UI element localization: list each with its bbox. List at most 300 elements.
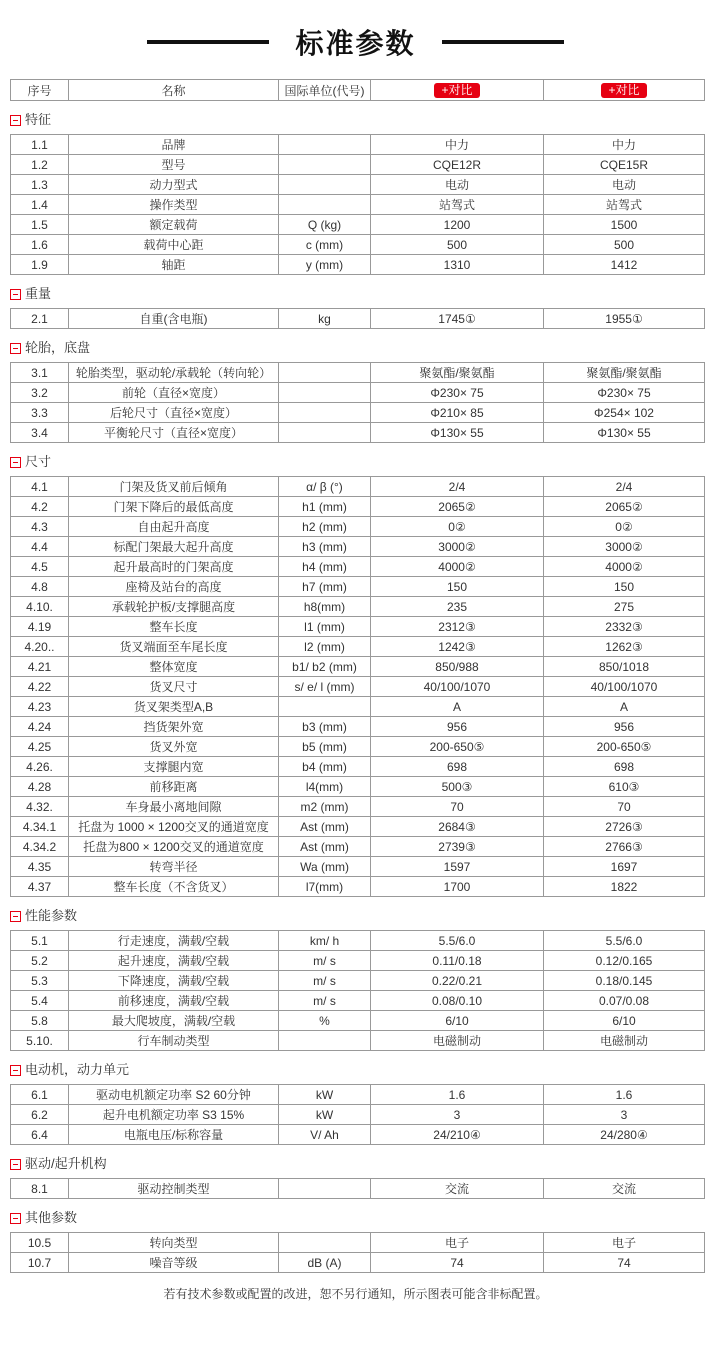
cell-unit: b4 (mm) [279, 757, 371, 777]
cell-value-2: 40/100/1070 [544, 677, 705, 697]
table-row [11, 817, 705, 837]
cell-value-2: CQE15R [544, 155, 705, 175]
section-title: 尺寸 [25, 454, 52, 469]
cell-unit: Ast (mm) [279, 817, 371, 837]
table-row [11, 1011, 705, 1031]
footer-note: 若有技术参数或配置的改进，恕不另行通知，所示图表可能含非标配置。 [163, 1287, 548, 1301]
cell-index: 4.34.1 [11, 817, 69, 837]
section-header [10, 1062, 703, 1078]
cell-unit: km/ h [279, 931, 371, 951]
cell-unit: kg [279, 309, 371, 329]
cell-value-1: 2312③ [371, 617, 544, 637]
cell-unit [279, 195, 371, 215]
cell-value-2: 3 [544, 1105, 705, 1125]
spec-section [8, 454, 703, 897]
table-row [11, 135, 705, 155]
cell-value-2: Φ130× 55 [544, 423, 705, 443]
table-row [11, 677, 705, 697]
cell-name: 电瓶电压/标称容量 [69, 1125, 279, 1145]
table-row [11, 737, 705, 757]
cell-value-1: 1700 [371, 877, 544, 897]
cell-name: 行车制动类型 [69, 1031, 279, 1051]
cell-value-2: 0.12/0.165 [544, 951, 705, 971]
cell-unit: m2 (mm) [279, 797, 371, 817]
table-row [11, 363, 705, 383]
cell-index: 4.2 [11, 497, 69, 517]
table-row [11, 1125, 705, 1145]
section-header [10, 112, 703, 128]
cell-value-1: Φ210× 85 [371, 403, 544, 423]
cell-unit [279, 423, 371, 443]
cell-unit: m/ s [279, 971, 371, 991]
table-row [11, 1031, 705, 1051]
section-header [10, 454, 703, 470]
spec-page [0, 26, 711, 1332]
cell-unit [279, 403, 371, 423]
section-table [10, 362, 705, 443]
title-dash-left [147, 40, 269, 44]
spec-section [8, 286, 703, 329]
cell-name: 轴距 [69, 255, 279, 275]
cell-value-1: 电磁制动 [371, 1031, 544, 1051]
cell-name: 整车长度 [69, 617, 279, 637]
section-table [10, 476, 705, 897]
cell-unit: m/ s [279, 991, 371, 1011]
cell-value-2: 2332③ [544, 617, 705, 637]
header-table [10, 79, 705, 101]
cell-value-2: 610③ [544, 777, 705, 797]
cell-name: 操作类型 [69, 195, 279, 215]
spec-section [8, 908, 703, 1051]
cell-value-2: 1822 [544, 877, 705, 897]
cell-index: 1.3 [11, 175, 69, 195]
cell-unit: l1 (mm) [279, 617, 371, 637]
cell-index: 6.4 [11, 1125, 69, 1145]
cell-name: 货叉端面至车尾长度 [69, 637, 279, 657]
cell-name: 前移距离 [69, 777, 279, 797]
cell-name: 轮胎类型，驱动轮/承载轮（转向轮） [69, 363, 279, 383]
cell-value-1: 3 [371, 1105, 544, 1125]
cell-value-2: 275 [544, 597, 705, 617]
cell-value-2: 1.6 [544, 1085, 705, 1105]
cell-index: 5.4 [11, 991, 69, 1011]
cell-value-2: 电动 [544, 175, 705, 195]
section-header [10, 1156, 703, 1172]
section-header [10, 340, 703, 356]
cell-value-1: 956 [371, 717, 544, 737]
table-row [11, 757, 705, 777]
section-title: 驱动/起升机构 [25, 1156, 107, 1171]
table-row [11, 597, 705, 617]
cell-value-2: 交流 [544, 1179, 705, 1199]
cell-unit: % [279, 1011, 371, 1031]
cell-value-2: 150 [544, 577, 705, 597]
cell-index: 10.7 [11, 1253, 69, 1273]
cell-index: 3.3 [11, 403, 69, 423]
cell-value-1: 2/4 [371, 477, 544, 497]
cell-unit [279, 1179, 371, 1199]
cell-value-1: 2065② [371, 497, 544, 517]
spec-section [8, 1210, 703, 1273]
cell-value-1: 3000② [371, 537, 544, 557]
cell-value-2: 电磁制动 [544, 1031, 705, 1051]
cell-value-1: 1310 [371, 255, 544, 275]
cell-value-2: A [544, 697, 705, 717]
cell-unit [279, 697, 371, 717]
cell-name: 行走速度，满载/空载 [69, 931, 279, 951]
cell-name: 整体宽度 [69, 657, 279, 677]
header-cell-unit: 国际单位(代号) [279, 80, 371, 101]
cell-unit: Q (kg) [279, 215, 371, 235]
spec-section [8, 340, 703, 443]
spec-section [8, 1062, 703, 1145]
table-row [11, 797, 705, 817]
cell-unit: α/ β (°) [279, 477, 371, 497]
cell-index: 4.19 [11, 617, 69, 637]
section-table [10, 930, 705, 1051]
cell-unit: kW [279, 1105, 371, 1125]
cell-unit: m/ s [279, 951, 371, 971]
cell-value-1: 74 [371, 1253, 544, 1273]
cell-value-2: 2/4 [544, 477, 705, 497]
table-row [11, 557, 705, 577]
cell-name: 座椅及站台的高度 [69, 577, 279, 597]
cell-index: 4.28 [11, 777, 69, 797]
header-cell-model-2 [544, 80, 705, 101]
table-row [11, 617, 705, 637]
cell-value-1: 中力 [371, 135, 544, 155]
cell-value-1: 2739③ [371, 837, 544, 857]
section-title: 其他参数 [25, 1210, 78, 1225]
cell-name: 货叉尺寸 [69, 677, 279, 697]
cell-name: 动力型式 [69, 175, 279, 195]
collapse-minus-icon[interactable] [10, 289, 21, 300]
cell-name: 起升电机额定功率 S3 15% [69, 1105, 279, 1125]
table-row [11, 383, 705, 403]
cell-index: 6.1 [11, 1085, 69, 1105]
cell-value-2: 6/10 [544, 1011, 705, 1031]
title-dash-right [442, 40, 564, 44]
cell-unit [279, 1233, 371, 1253]
cell-name: 货叉外宽 [69, 737, 279, 757]
cell-value-2: 956 [544, 717, 705, 737]
cell-name: 货叉架类型A,B [69, 697, 279, 717]
cell-index: 1.6 [11, 235, 69, 255]
cell-index: 6.2 [11, 1105, 69, 1125]
cell-unit: y (mm) [279, 255, 371, 275]
cell-value-1: 0.22/0.21 [371, 971, 544, 991]
cell-value-1: 24/210④ [371, 1125, 544, 1145]
cell-value-1: 1200 [371, 215, 544, 235]
cell-value-2: 1697 [544, 857, 705, 877]
spec-section [8, 1156, 703, 1199]
cell-index: 4.26. [11, 757, 69, 777]
cell-index: 5.3 [11, 971, 69, 991]
header-cell-name: 名称 [69, 80, 279, 101]
cell-index: 4.10. [11, 597, 69, 617]
cell-value-2: 0② [544, 517, 705, 537]
cell-value-1: 150 [371, 577, 544, 597]
table-row [11, 971, 705, 991]
compare-button[interactable]: +对比 [434, 83, 479, 98]
cell-unit: b5 (mm) [279, 737, 371, 757]
section-title: 轮胎，底盘 [25, 340, 91, 355]
cell-unit: Ast (mm) [279, 837, 371, 857]
cell-value-1: 500 [371, 235, 544, 255]
collapse-minus-icon[interactable] [10, 343, 21, 354]
table-row [11, 175, 705, 195]
cell-unit [279, 363, 371, 383]
cell-unit: h4 (mm) [279, 557, 371, 577]
cell-name: 转弯半径 [69, 857, 279, 877]
cell-name: 自重(含电瓶) [69, 309, 279, 329]
compare-button[interactable]: +对比 [601, 83, 646, 98]
cell-value-1: 1242③ [371, 637, 544, 657]
cell-value-1: 0.11/0.18 [371, 951, 544, 971]
cell-value-2: 850/1018 [544, 657, 705, 677]
sections-container [8, 112, 703, 1273]
cell-name: 额定载荷 [69, 215, 279, 235]
table-row [11, 1233, 705, 1253]
collapse-minus-icon[interactable] [10, 911, 21, 922]
cell-value-1: 1.6 [371, 1085, 544, 1105]
section-title: 特征 [25, 112, 52, 127]
collapse-minus-icon[interactable] [10, 457, 21, 468]
cell-value-2: 500 [544, 235, 705, 255]
cell-unit [279, 1031, 371, 1051]
cell-value-1: 0② [371, 517, 544, 537]
cell-name: 转向类型 [69, 1233, 279, 1253]
cell-name: 平衡轮尺寸（直径×宽度） [69, 423, 279, 443]
cell-value-1: 聚氨酯/聚氨酯 [371, 363, 544, 383]
cell-index: 2.1 [11, 309, 69, 329]
table-row [11, 991, 705, 1011]
cell-unit: h7 (mm) [279, 577, 371, 597]
cell-value-1: A [371, 697, 544, 717]
collapse-minus-icon[interactable] [10, 1159, 21, 1170]
cell-value-2: 2726③ [544, 817, 705, 837]
cell-value-1: 500③ [371, 777, 544, 797]
cell-index: 10.5 [11, 1233, 69, 1253]
spec-section [8, 112, 703, 275]
cell-value-2: 70 [544, 797, 705, 817]
cell-index: 5.10. [11, 1031, 69, 1051]
table-row [11, 423, 705, 443]
table-row [11, 255, 705, 275]
cell-index: 4.35 [11, 857, 69, 877]
cell-index: 4.25 [11, 737, 69, 757]
table-row [11, 517, 705, 537]
section-header [10, 286, 703, 302]
header-row [11, 80, 705, 101]
table-row [11, 195, 705, 215]
cell-value-2: 0.18/0.145 [544, 971, 705, 991]
cell-value-2: 站驾式 [544, 195, 705, 215]
table-row [11, 309, 705, 329]
cell-value-1: 4000② [371, 557, 544, 577]
cell-unit: V/ Ah [279, 1125, 371, 1145]
cell-index: 4.8 [11, 577, 69, 597]
cell-value-2: Φ230× 75 [544, 383, 705, 403]
cell-index: 4.32. [11, 797, 69, 817]
cell-unit: h2 (mm) [279, 517, 371, 537]
cell-value-2: 24/280④ [544, 1125, 705, 1145]
table-row [11, 1105, 705, 1125]
cell-name: 噪音等级 [69, 1253, 279, 1273]
cell-name: 车身最小离地间隙 [69, 797, 279, 817]
table-row [11, 857, 705, 877]
cell-index: 4.21 [11, 657, 69, 677]
page-title-row [8, 26, 703, 58]
cell-index: 4.1 [11, 477, 69, 497]
cell-value-2: 0.07/0.08 [544, 991, 705, 1011]
cell-index: 4.3 [11, 517, 69, 537]
cell-index: 5.2 [11, 951, 69, 971]
cell-index: 3.1 [11, 363, 69, 383]
cell-unit [279, 135, 371, 155]
cell-unit: dB (A) [279, 1253, 371, 1273]
cell-index: 1.5 [11, 215, 69, 235]
cell-index: 4.34.2 [11, 837, 69, 857]
cell-name: 品牌 [69, 135, 279, 155]
cell-value-1: 235 [371, 597, 544, 617]
cell-value-1: Φ230× 75 [371, 383, 544, 403]
cell-name: 托盘为800 × 1200交叉的通道宽度 [69, 837, 279, 857]
cell-name: 驱动控制类型 [69, 1179, 279, 1199]
cell-index: 4.4 [11, 537, 69, 557]
collapse-minus-icon[interactable] [10, 1213, 21, 1224]
cell-index: 3.4 [11, 423, 69, 443]
table-row [11, 777, 705, 797]
cell-value-2: 电子 [544, 1233, 705, 1253]
cell-index: 4.22 [11, 677, 69, 697]
cell-value-1: 5.5/6.0 [371, 931, 544, 951]
cell-unit: l2 (mm) [279, 637, 371, 657]
cell-unit [279, 155, 371, 175]
cell-unit: b3 (mm) [279, 717, 371, 737]
cell-value-2: 200-650⑤ [544, 737, 705, 757]
cell-index: 4.24 [11, 717, 69, 737]
table-row [11, 537, 705, 557]
collapse-minus-icon[interactable] [10, 115, 21, 126]
cell-name: 前轮（直径×宽度） [69, 383, 279, 403]
cell-name: 前移速度，满载/空载 [69, 991, 279, 1011]
cell-value-2: 3000② [544, 537, 705, 557]
cell-value-2: 1955① [544, 309, 705, 329]
table-row [11, 877, 705, 897]
table-row [11, 837, 705, 857]
cell-value-1: 交流 [371, 1179, 544, 1199]
cell-index: 4.20.. [11, 637, 69, 657]
table-row [11, 155, 705, 175]
cell-name: 承载轮护板/支撑腿高度 [69, 597, 279, 617]
cell-value-1: 70 [371, 797, 544, 817]
cell-unit: h3 (mm) [279, 537, 371, 557]
table-row [11, 1085, 705, 1105]
cell-value-1: 1745① [371, 309, 544, 329]
cell-unit: h8(mm) [279, 597, 371, 617]
cell-index: 8.1 [11, 1179, 69, 1199]
cell-unit: h1 (mm) [279, 497, 371, 517]
cell-index: 4.37 [11, 877, 69, 897]
cell-index: 5.1 [11, 931, 69, 951]
cell-value-1: 850/988 [371, 657, 544, 677]
cell-value-2: 1262③ [544, 637, 705, 657]
cell-value-1: 1597 [371, 857, 544, 877]
cell-unit: l4(mm) [279, 777, 371, 797]
cell-index: 4.23 [11, 697, 69, 717]
cell-unit: b1/ b2 (mm) [279, 657, 371, 677]
cell-value-2: 74 [544, 1253, 705, 1273]
cell-name: 托盘为 1000 × 1200交叉的通道宽度 [69, 817, 279, 837]
cell-name: 标配门架最大起升高度 [69, 537, 279, 557]
section-title: 性能参数 [25, 908, 78, 923]
cell-name: 型号 [69, 155, 279, 175]
section-table [10, 1178, 705, 1199]
section-header [10, 908, 703, 924]
page-title: 标准参数 [295, 28, 416, 59]
cell-unit: s/ e/ l (mm) [279, 677, 371, 697]
cell-value-2: 1500 [544, 215, 705, 235]
cell-value-1: 2684③ [371, 817, 544, 837]
cell-value-1: 站驾式 [371, 195, 544, 215]
cell-value-2: Φ254× 102 [544, 403, 705, 423]
cell-name: 支撑腿内宽 [69, 757, 279, 777]
cell-name: 驱动电机额定功率 S2 60分钟 [69, 1085, 279, 1105]
header-cell-model-1 [371, 80, 544, 101]
cell-value-2: 2065② [544, 497, 705, 517]
table-row [11, 477, 705, 497]
cell-name: 最大爬坡度，满载/空载 [69, 1011, 279, 1031]
cell-value-1: 698 [371, 757, 544, 777]
cell-index: 1.9 [11, 255, 69, 275]
table-row [11, 951, 705, 971]
cell-value-1: 6/10 [371, 1011, 544, 1031]
cell-index: 1.2 [11, 155, 69, 175]
section-table [10, 1084, 705, 1145]
table-row [11, 577, 705, 597]
cell-value-2: 1412 [544, 255, 705, 275]
cell-value-2: 聚氨酯/聚氨酯 [544, 363, 705, 383]
cell-name: 门架及货叉前后倾角 [69, 477, 279, 497]
collapse-minus-icon[interactable] [10, 1065, 21, 1076]
cell-unit: Wa (mm) [279, 857, 371, 877]
cell-index: 3.2 [11, 383, 69, 403]
table-row [11, 235, 705, 255]
table-row [11, 215, 705, 235]
section-title: 重量 [25, 286, 52, 301]
cell-name: 下降速度，满载/空载 [69, 971, 279, 991]
cell-value-1: 电动 [371, 175, 544, 195]
cell-index: 1.4 [11, 195, 69, 215]
cell-index: 5.8 [11, 1011, 69, 1031]
table-row [11, 1179, 705, 1199]
cell-value-2: 2766③ [544, 837, 705, 857]
cell-value-2: 中力 [544, 135, 705, 155]
table-row [11, 403, 705, 423]
table-row [11, 931, 705, 951]
table-row [11, 637, 705, 657]
cell-value-1: CQE12R [371, 155, 544, 175]
cell-value-1: 0.08/0.10 [371, 991, 544, 1011]
cell-unit: l7(mm) [279, 877, 371, 897]
cell-name: 门架下降后的最低高度 [69, 497, 279, 517]
cell-name: 自由起升高度 [69, 517, 279, 537]
table-row [11, 497, 705, 517]
cell-index: 4.5 [11, 557, 69, 577]
table-row [11, 697, 705, 717]
cell-value-1: Φ130× 55 [371, 423, 544, 443]
